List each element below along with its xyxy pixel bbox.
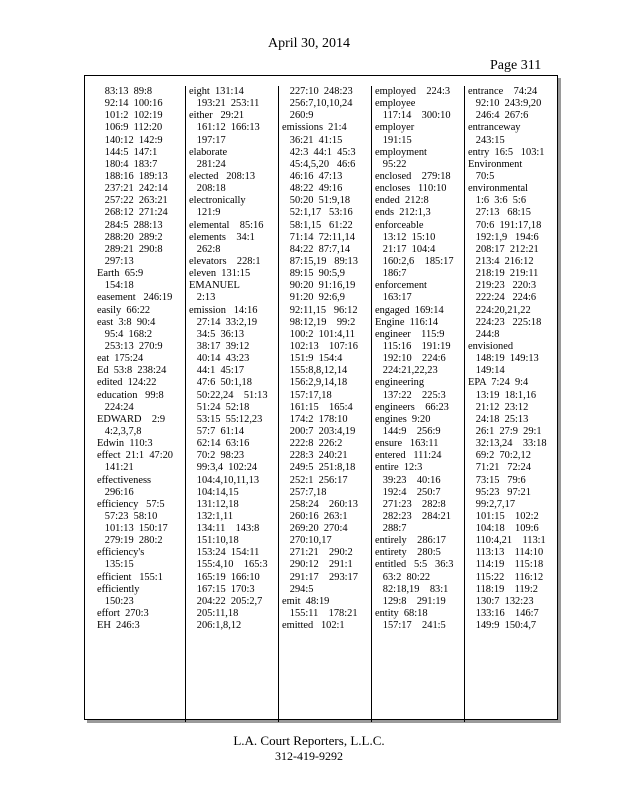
index-entry: Ed 53:8 238:24 [97,365,167,377]
column-divider [278,86,279,722]
index-entry: environmental [468,183,529,195]
index-entry: efficient 155:1 [97,571,163,583]
footer-company: L.A. Court Reporters, L.L.C. [233,733,385,748]
index-entry: 163:17 [375,292,412,304]
index-entry: 156:2,9,14,18 [282,377,348,389]
index-entry: 92:11,15 96:12 [282,304,358,316]
page-number: Page 311 [490,58,542,73]
index-entry: 101:15 102:2 [468,510,539,522]
index-entry: entity 68:18 [375,608,428,620]
index-entry: 114:19 115:18 [468,559,544,571]
index-entry: 155:8,8,12,14 [282,365,348,377]
index-entry: employment [375,146,427,158]
index-entry: elected 208:13 [189,170,256,182]
index-entry: entirety 280:5 [375,547,441,559]
index-entry: 200:7 203:4,19 [282,425,356,437]
index-entry: 161:15 165:4 [282,401,353,413]
index-entry: 228:3 240:21 [282,450,348,462]
index-entry: emission 14:16 [189,304,258,316]
index-entry: Edwin 110:3 [97,438,153,450]
index-entry: 279:19 280:2 [97,535,163,547]
index-entry: enclosed 279:18 [375,170,451,182]
index-entry: 82:18,19 83:1 [375,583,449,595]
index-entry: 224:24 [97,401,134,413]
index-entry: emissions 21:4 [282,122,347,134]
index-entry: effort 270:3 [97,608,149,620]
index-entry: enforcement [375,280,427,292]
index-entry: 270:10,17 [282,535,332,547]
index-entry: 106:9 112:20 [97,122,163,134]
index-entry: easement 246:19 [97,292,173,304]
index-entry: 117:14 300:10 [375,110,451,122]
index-entry: enforceable [375,219,424,231]
index-entry: 192:10 224:6 [375,353,446,365]
index-entry: 51:24 52:18 [189,401,250,413]
index-entry: 140:12 142:9 [97,134,163,146]
index-entry: eight 131:14 [189,86,244,97]
index-entry: 27:13 68:15 [468,207,531,219]
index-entry: 284:5 288:13 [97,219,163,231]
index-entry: 252:1 256:17 [282,474,348,486]
index-entry: 155:11 178:21 [282,608,358,620]
index-entry: 52:1,17 53:16 [282,207,353,219]
index-entry: entranceway [468,122,521,134]
index-column-4 [375,86,465,632]
index-entry: 161:12 166:13 [189,122,260,134]
index-entry: envisioned [468,340,514,352]
index-entry: 40:14 43:23 [189,353,250,365]
index-entry: 99:3,4 102:24 [189,462,258,474]
index-entry: 144:5 147:1 [97,146,158,158]
index-entry: entered 111:24 [375,450,442,462]
index-entry: ends 212:1,3 [375,207,431,219]
index-entry: 90:20 91:16,19 [282,280,356,292]
index-entry: 133:16 146:7 [468,608,539,620]
index-entry: 167:15 170:3 [189,583,255,595]
index-entry: employed 224:3 [375,86,451,97]
index-entry: 257:22 263:21 [97,195,168,207]
index-entry: elevators 228:1 [189,255,261,267]
index-entry: 42:3 44:1 45:3 [282,146,356,158]
index-entry: elaborate [189,146,228,158]
index-entry: 87:15,19 89:13 [282,255,358,267]
index-entry: 268:12 271:24 [97,207,168,219]
index-entry: 98:12,19 99:2 [282,316,356,328]
index-entry: 118:19 119:2 [468,583,538,595]
index-entry: Engine 116:14 [375,316,439,328]
index-entry: efficiency's [97,547,145,559]
index-entry: 260:16 263:1 [282,510,348,522]
index-entry: 26:1 27:9 29:1 [468,425,542,437]
index-entry: 95:4 168:2 [97,328,153,340]
index-entry: 91:20 92:6,9 [282,292,345,304]
index-entry: 62:14 63:16 [189,438,250,450]
index-entry: 135:15 [97,559,134,571]
index-entry: 153:24 154:11 [189,547,260,559]
index-entry: engaged 169:14 [375,304,444,316]
index-entry: edited 124:22 [97,377,157,389]
index-entry: EPA 7:24 9:4 [468,377,529,389]
index-entry: 204:22 205:2,7 [189,595,263,607]
index-entry: 288:7 [375,523,407,535]
index-column-2 [189,86,279,632]
index-entry: 157:17,18 [282,389,332,401]
index-entry: 73:15 79:6 [468,474,526,486]
index-entry: 57:23 58:10 [97,510,158,522]
column-divider [371,86,372,722]
index-entry: 115:16 191:19 [375,340,451,352]
index-entry: 150:23 [97,595,134,607]
index-entry: electronically [189,195,246,207]
index-entry: 4:2,3,7,8 [97,425,142,437]
index-entry: 21:12 23:12 [468,401,529,413]
index-entry: 47:6 50:1,18 [189,377,252,389]
index-entry: 157:17 241:5 [375,620,446,632]
column-divider [464,86,465,722]
index-entry: 102:13 107:16 [282,340,358,352]
index-entry: 53:15 55:12,23 [189,413,263,425]
index-entry: 253:13 270:9 [97,340,163,352]
index-entry: 134:11 143:8 [189,523,260,535]
index-entry: 174:2 178:10 [282,413,348,425]
index-entry: 144:9 256:9 [375,425,441,437]
index-entry: 58:1,15 61:22 [282,219,353,231]
index-entry: 2:13 [189,292,216,304]
index-entry: 24:18 25:13 [468,413,529,425]
index-entry: 192:1,9 194:6 [468,231,539,243]
index-entry: 269:20 270:4 [282,523,348,535]
index-entry: 151:9 154:4 [282,353,343,365]
index-entry: 21:17 104:4 [375,243,436,255]
index-entry: EMANUEL [189,280,240,292]
index-entry: 71:21 72:24 [468,462,531,474]
index-entry: 206:1,8,12 [189,620,242,632]
index-entry: 141:21 [97,462,134,474]
index-entry: 89:15 90:5,9 [282,268,345,280]
index-entry: 193:21 253:11 [189,98,260,110]
index-entry: 222:8 226:2 [282,438,343,450]
index-entry: 70:6 191:17,18 [468,219,542,231]
index-entry: 222:24 224:6 [468,292,537,304]
index-entry: employee [375,98,416,110]
index-entry: 151:10,18 [189,535,239,547]
index-entry: entry 16:5 103:1 [468,146,545,158]
index-entry: engineer 115:9 [375,328,445,340]
index-entry: 39:23 40:16 [375,474,441,486]
index-entry: 296:16 [97,486,134,498]
index-entry: 45:4,5,20 46:6 [282,158,356,170]
index-entry: elements 34:1 [189,231,255,243]
index-entry: 288:20 289:2 [97,231,163,243]
index-column-1 [97,86,187,632]
footer-phone: 312-419-9292 [275,749,343,763]
index-entry: effect 21:1 47:20 [97,450,173,462]
index-entry: efficiency 57:5 [97,498,165,510]
index-entry: encloses 110:10 [375,183,447,195]
index-frame [84,75,558,720]
index-entry: Earth 65:9 [97,268,144,280]
index-entry: elemental 85:16 [189,219,264,231]
index-entry: 180:4 183:7 [97,158,158,170]
index-entry: 129:8 291:19 [375,595,446,607]
index-entry: entirely 286:17 [375,535,446,547]
index-entry: 27:14 33:2,19 [189,316,258,328]
index-entry: 258:24 260:13 [282,498,358,510]
index-entry: 100:2 101:4,11 [282,328,355,340]
index-entry: engines 9:20 [375,413,431,425]
index-entry: 191:15 [375,134,412,146]
index-entry: 104:14,15 [189,486,239,498]
index-entry: 224:21,22,23 [375,365,438,377]
index-entry: ended 212:8 [375,195,429,207]
index-entry: 208:18 [189,183,226,195]
index-entry: 148:19 149:13 [468,353,539,365]
index-entry: 131:12,18 [189,498,239,510]
index-entry: 186:7 [375,268,407,280]
index-entry: 57:7 61:14 [189,425,245,437]
index-entry: either 29:21 [189,110,245,122]
index-entry: 92:10 243:9,20 [468,98,542,110]
index-entry: 262:8 [189,243,221,255]
index-entry: entitled 5:5 36:3 [375,559,454,571]
index-entry: 271:21 290:2 [282,547,353,559]
index-entry: 249:5 251:8,18 [282,462,356,474]
index-entry: 165:19 166:10 [189,571,260,583]
index-entry: 246:4 267:6 [468,110,529,122]
page-date: April 30, 2014 [267,36,351,51]
index-entry: 137:22 225:3 [375,389,446,401]
index-entry: eat 175:24 [97,353,144,365]
index-entry: 32:13,24 33:18 [468,438,547,450]
index-entry: 83:13 89:8 [97,86,153,97]
index-entry: 154:18 [97,280,134,292]
index-entry: entrance 74:24 [468,86,538,97]
index-entry: emitted 102:1 [282,620,345,632]
index-entry: 244:8 [468,328,500,340]
index-entry: 218:19 219:11 [468,268,539,280]
index-entry: 290:12 291:1 [282,559,353,571]
index-entry: 121:9 [189,207,221,219]
index-entry: 149:9 150:4,7 [468,620,537,632]
index-entry: 99:2,7,17 [468,498,516,510]
index-entry: 271:23 282:8 [375,498,446,510]
index-entry: eleven 131:15 [189,268,251,280]
index-entry: 260:9 [282,110,314,122]
index-entry: 208:17 212:21 [468,243,539,255]
index-entry: 237:21 242:14 [97,183,168,195]
index-entry: 36:21 41:15 [282,134,343,146]
column-divider [185,86,186,722]
index-entry: 197:17 [189,134,226,146]
index-entry: 282:23 284:21 [375,510,451,522]
index-entry: 101:2 102:19 [97,110,163,122]
index-entry: 219:23 220:3 [468,280,537,292]
index-entry: 70:2 98:23 [189,450,245,462]
index-entry: 50:20 51:9,18 [282,195,351,207]
index-entry: 50:22,24 51:13 [189,389,268,401]
index-entry: entire 12:3 [375,462,423,474]
index-entry: 13:12 15:10 [375,231,436,243]
index-column-3 [282,86,372,632]
index-entry: effectiveness [97,474,152,486]
index-entry: EDWARD 2:9 [97,413,166,425]
index-entry: employer [375,122,415,134]
index-entry: 44:1 45:17 [189,365,245,377]
index-entry: 289:21 290:8 [97,243,163,255]
index-entry: easily 66:22 [97,304,151,316]
index-entry: 243:15 [468,134,505,146]
index-entry: 46:16 47:13 [282,170,343,182]
index-entry: 113:13 114:10 [468,547,544,559]
index-entry: 84:22 87:7,14 [282,243,351,255]
index-entry: 92:14 100:16 [97,98,163,110]
index-entry: 95:22 [375,158,407,170]
index-entry: 104:18 109:6 [468,523,539,535]
index-entry: 115:22 116:12 [468,571,544,583]
index-entry: 155:4,10 165:3 [189,559,268,571]
index-entry: 130:7 132:23 [468,595,534,607]
index-entry: 281:24 [189,158,226,170]
index-entry: 256:7,10,10,24 [282,98,353,110]
index-entry: engineers 66:23 [375,401,449,413]
index-entry: Environment [468,158,523,170]
index-entry: 224:23 225:18 [468,316,542,328]
index-entry: 63:2 80:22 [375,571,431,583]
index-entry: emit 48:19 [282,595,330,607]
index-entry: 213:4 216:12 [468,255,534,267]
index-entry: 38:17 39:12 [189,340,250,352]
index-entry: 257:7,18 [282,486,327,498]
index-entry: 294:5 [282,583,314,595]
index-column-5 [468,86,558,632]
index-entry: efficiently [97,583,140,595]
index-entry: 70:5 [468,170,495,182]
index-entry: 297:13 [97,255,134,267]
index-entry: 205:11,18 [189,608,239,620]
index-entry: 224:20,21,22 [468,304,531,316]
index-entry: 48:22 49:16 [282,183,343,195]
index-entry: 13:19 18:1,16 [468,389,537,401]
index-entry: east 3:8 90:4 [97,316,156,328]
index-entry: 71:14 72:11,14 [282,231,355,243]
index-entry: 34:5 36:13 [189,328,245,340]
index-entry: 227:10 248:23 [282,86,353,97]
index-entry: 95:23 97:21 [468,486,531,498]
index-entry: 101:13 150:17 [97,523,168,535]
index-entry: 192:4 250:7 [375,486,441,498]
index-entry: 110:4,21 113:1 [468,535,546,547]
index-entry: education 99:8 [97,389,164,401]
index-entry: 149:14 [468,365,505,377]
index-entry: 69:2 70:2,12 [468,450,531,462]
index-entry: engineering [375,377,425,389]
index-entry: 104:4,10,11,13 [189,474,260,486]
index-entry: ensure 163:11 [375,438,439,450]
index-entry: 160:2,6 185:17 [375,255,454,267]
index-entry: EH 246:3 [97,620,140,632]
index-entry: 132:1,11 [189,510,234,522]
index-entry: 188:16 189:13 [97,170,168,182]
index-entry: 1:6 3:6 5:6 [468,195,527,207]
index-entry: 291:17 293:17 [282,571,358,583]
